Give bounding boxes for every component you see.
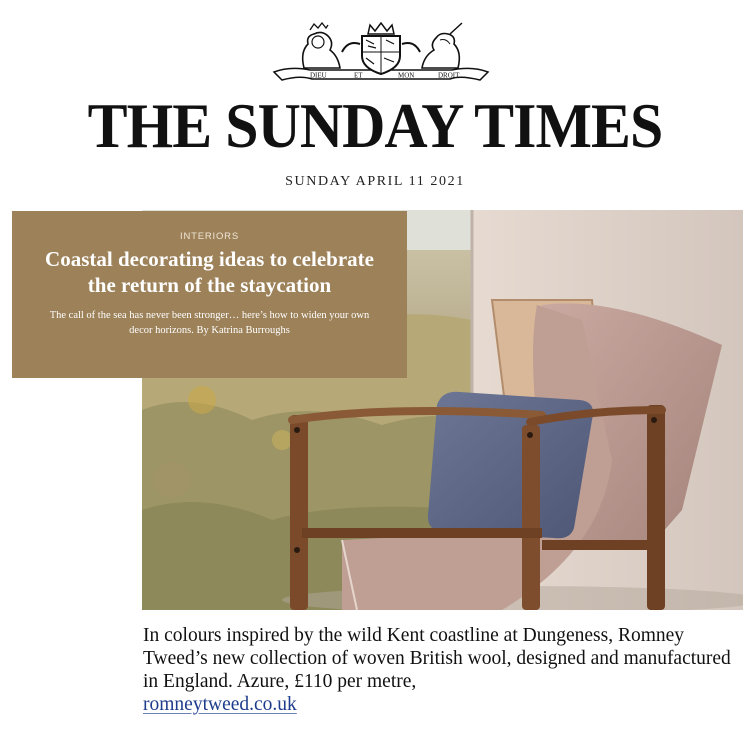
caption-text: In colours inspired by the wild Kent coastline at Dungeness, Romney Tweed’s new collection of woven British wool, designed and manufactured in England. Azure, £110 per metre, [143, 625, 731, 692]
motto-dieu: DIEU [310, 71, 327, 80]
article-headline[interactable]: Coastal decorating ideas to celebrate the return of the staycation [45, 247, 374, 297]
section-label: INTERIORS [180, 231, 239, 242]
article-card[interactable] [12, 211, 407, 378]
issue-date: SUNDAY APRIL 11 2021 [285, 174, 465, 189]
photo-caption [143, 624, 743, 716]
motto-mon: MON [398, 71, 415, 80]
royal-coat-of-arms-icon [270, 22, 492, 84]
motto-et: ET [354, 71, 363, 80]
motto-droit: DROIT [438, 71, 460, 80]
caption-link[interactable]: romneytweed.co.uk [143, 694, 297, 715]
article-standfirst: The call of the sea has never been stronger… here’s how to widen your own decor horizons. By Katrina Burroughs [49, 310, 370, 336]
masthead-title: THE SUNDAY TIMES [87, 91, 663, 161]
